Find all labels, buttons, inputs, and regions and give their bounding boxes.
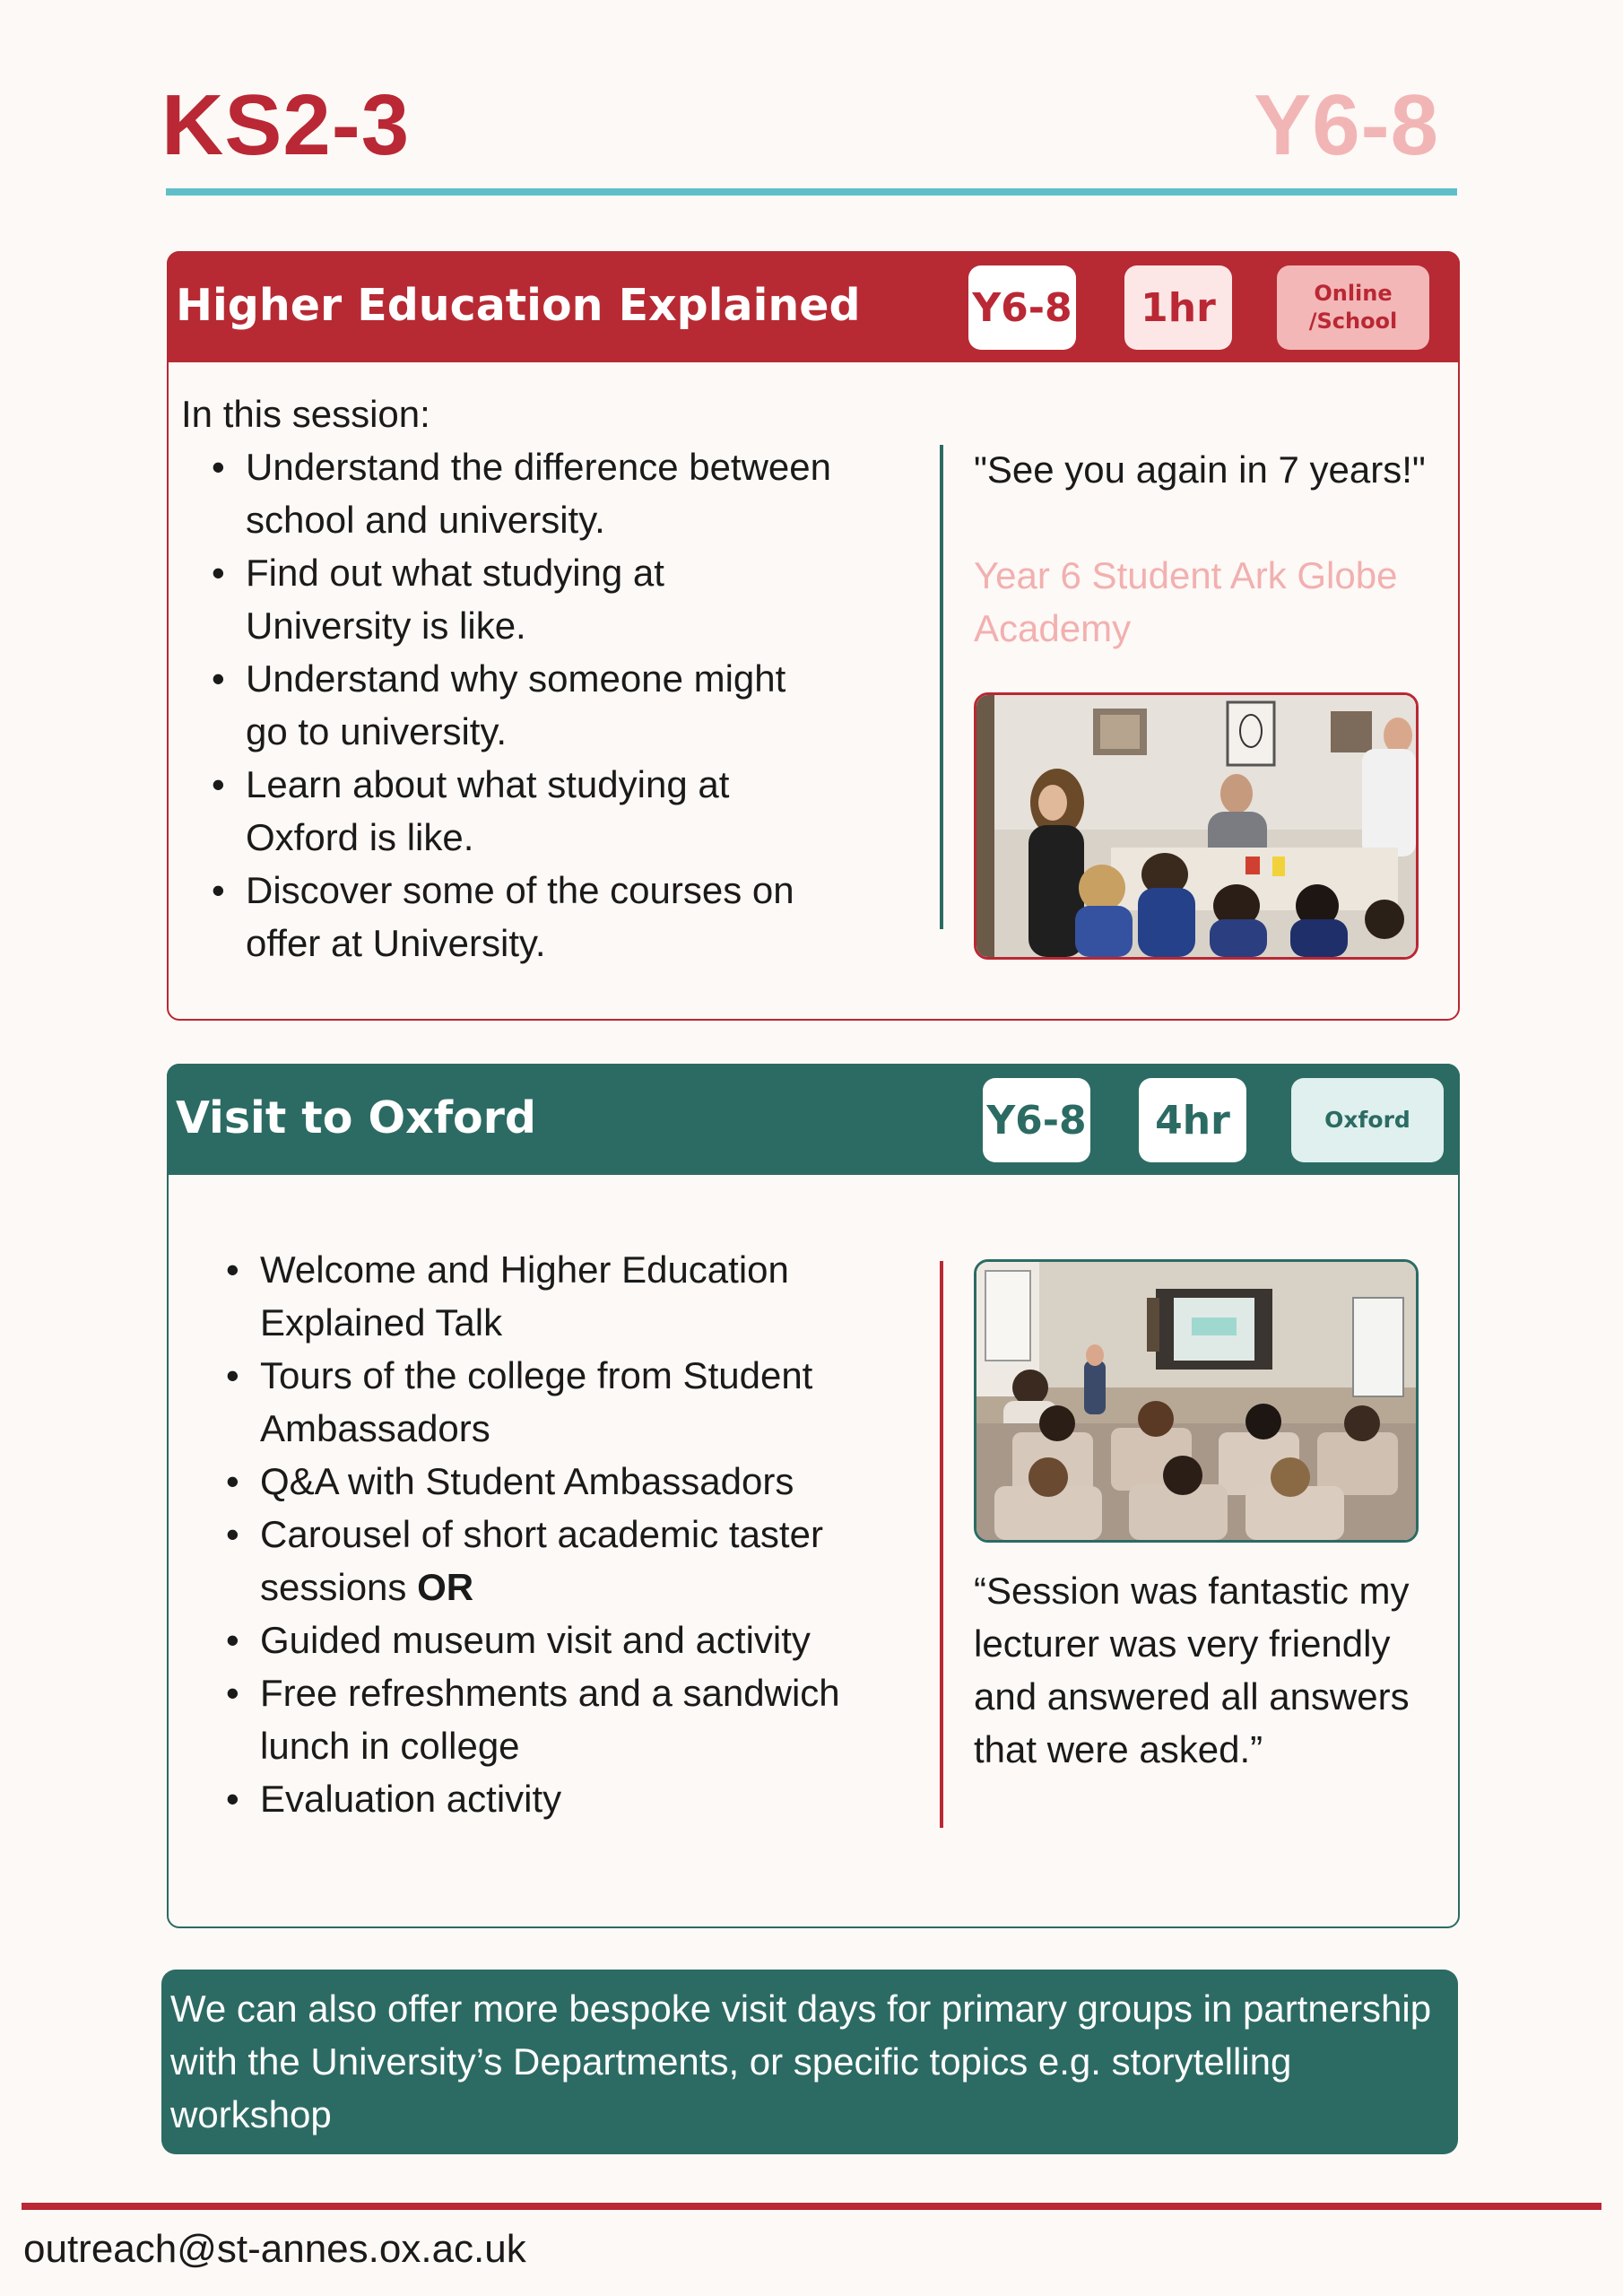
list-item: • Q&A with Student Ambassadors <box>195 1455 895 1508</box>
list-item <box>195 1508 895 1613</box>
list-item: • Learn about what studying at Oxford is like. <box>181 758 836 864</box>
session-header <box>167 251 1460 362</box>
session-header <box>167 1064 1460 1175</box>
or-emphasis: OR <box>417 1566 474 1608</box>
year-badge: Y6-8 <box>983 1078 1090 1162</box>
duration-badge: 4hr <box>1139 1078 1246 1162</box>
student-quote: “Session was fantastic my lecturer was very friendly and answered all answers that were asked.” <box>974 1570 1410 1770</box>
key-stage-title: KS2-3 <box>161 77 411 173</box>
location-badge: Oxford <box>1291 1078 1444 1162</box>
contact-email[interactable]: outreach@st-annes.ox.ac.uk <box>23 2227 526 2271</box>
year-badge: Y6-8 <box>968 265 1076 350</box>
list-item: • Understand the difference between school and university. <box>181 440 836 546</box>
location-badge <box>1277 265 1429 350</box>
lecture-room-photo-image <box>976 1262 1416 1540</box>
year-group-title: Y6-8 <box>1254 77 1439 173</box>
list-item: • Find out what studying at University is like. <box>181 546 836 652</box>
lecture-room-photo <box>974 1259 1419 1543</box>
footer-divider <box>22 2203 1601 2210</box>
student-quote: "See you again in 7 years!" <box>974 448 1426 491</box>
list-item: • Welcome and Higher Education Explained Talk <box>195 1243 895 1349</box>
list-item-text: Carousel of short academic taster sessions <box>260 1513 823 1608</box>
list-item: • Guided museum visit and activity <box>195 1613 895 1666</box>
session-card-visit-to-oxford <box>167 1064 1460 1928</box>
session-intro: In this session: <box>181 393 430 435</box>
list-item: • Discover some of the courses on offer at University. <box>181 864 836 970</box>
location-line-1: Online <box>1314 280 1393 306</box>
list-item: • Understand why someone might go to university. <box>181 652 836 758</box>
quote-attribution: Year 6 Student Ark Globe Academy <box>974 554 1398 649</box>
list-item: • Tours of the college from Student Ambassadors <box>195 1349 895 1455</box>
bespoke-visits-banner: We can also offer more bespoke visit days for primary groups in partnership with the University’s Departments, or specific topics e.g. storytelling workshop <box>161 1970 1458 2154</box>
session-points <box>195 1243 895 1825</box>
quote-divider <box>940 1261 943 1828</box>
location-line-2: /School <box>1308 309 1398 334</box>
top-divider <box>166 188 1457 196</box>
session-title: Higher Education Explained <box>176 280 861 331</box>
quote-divider <box>940 445 943 929</box>
list-item: • Evaluation activity <box>195 1772 895 1825</box>
session-points <box>181 440 836 970</box>
classroom-photo <box>974 692 1419 960</box>
list-item: • Free refreshments and a sandwich lunch in college <box>195 1666 895 1772</box>
duration-badge: 1hr <box>1124 265 1232 350</box>
classroom-photo-image <box>976 695 1416 957</box>
session-card-higher-education <box>167 251 1460 1021</box>
session-title: Visit to Oxford <box>176 1092 536 1144</box>
